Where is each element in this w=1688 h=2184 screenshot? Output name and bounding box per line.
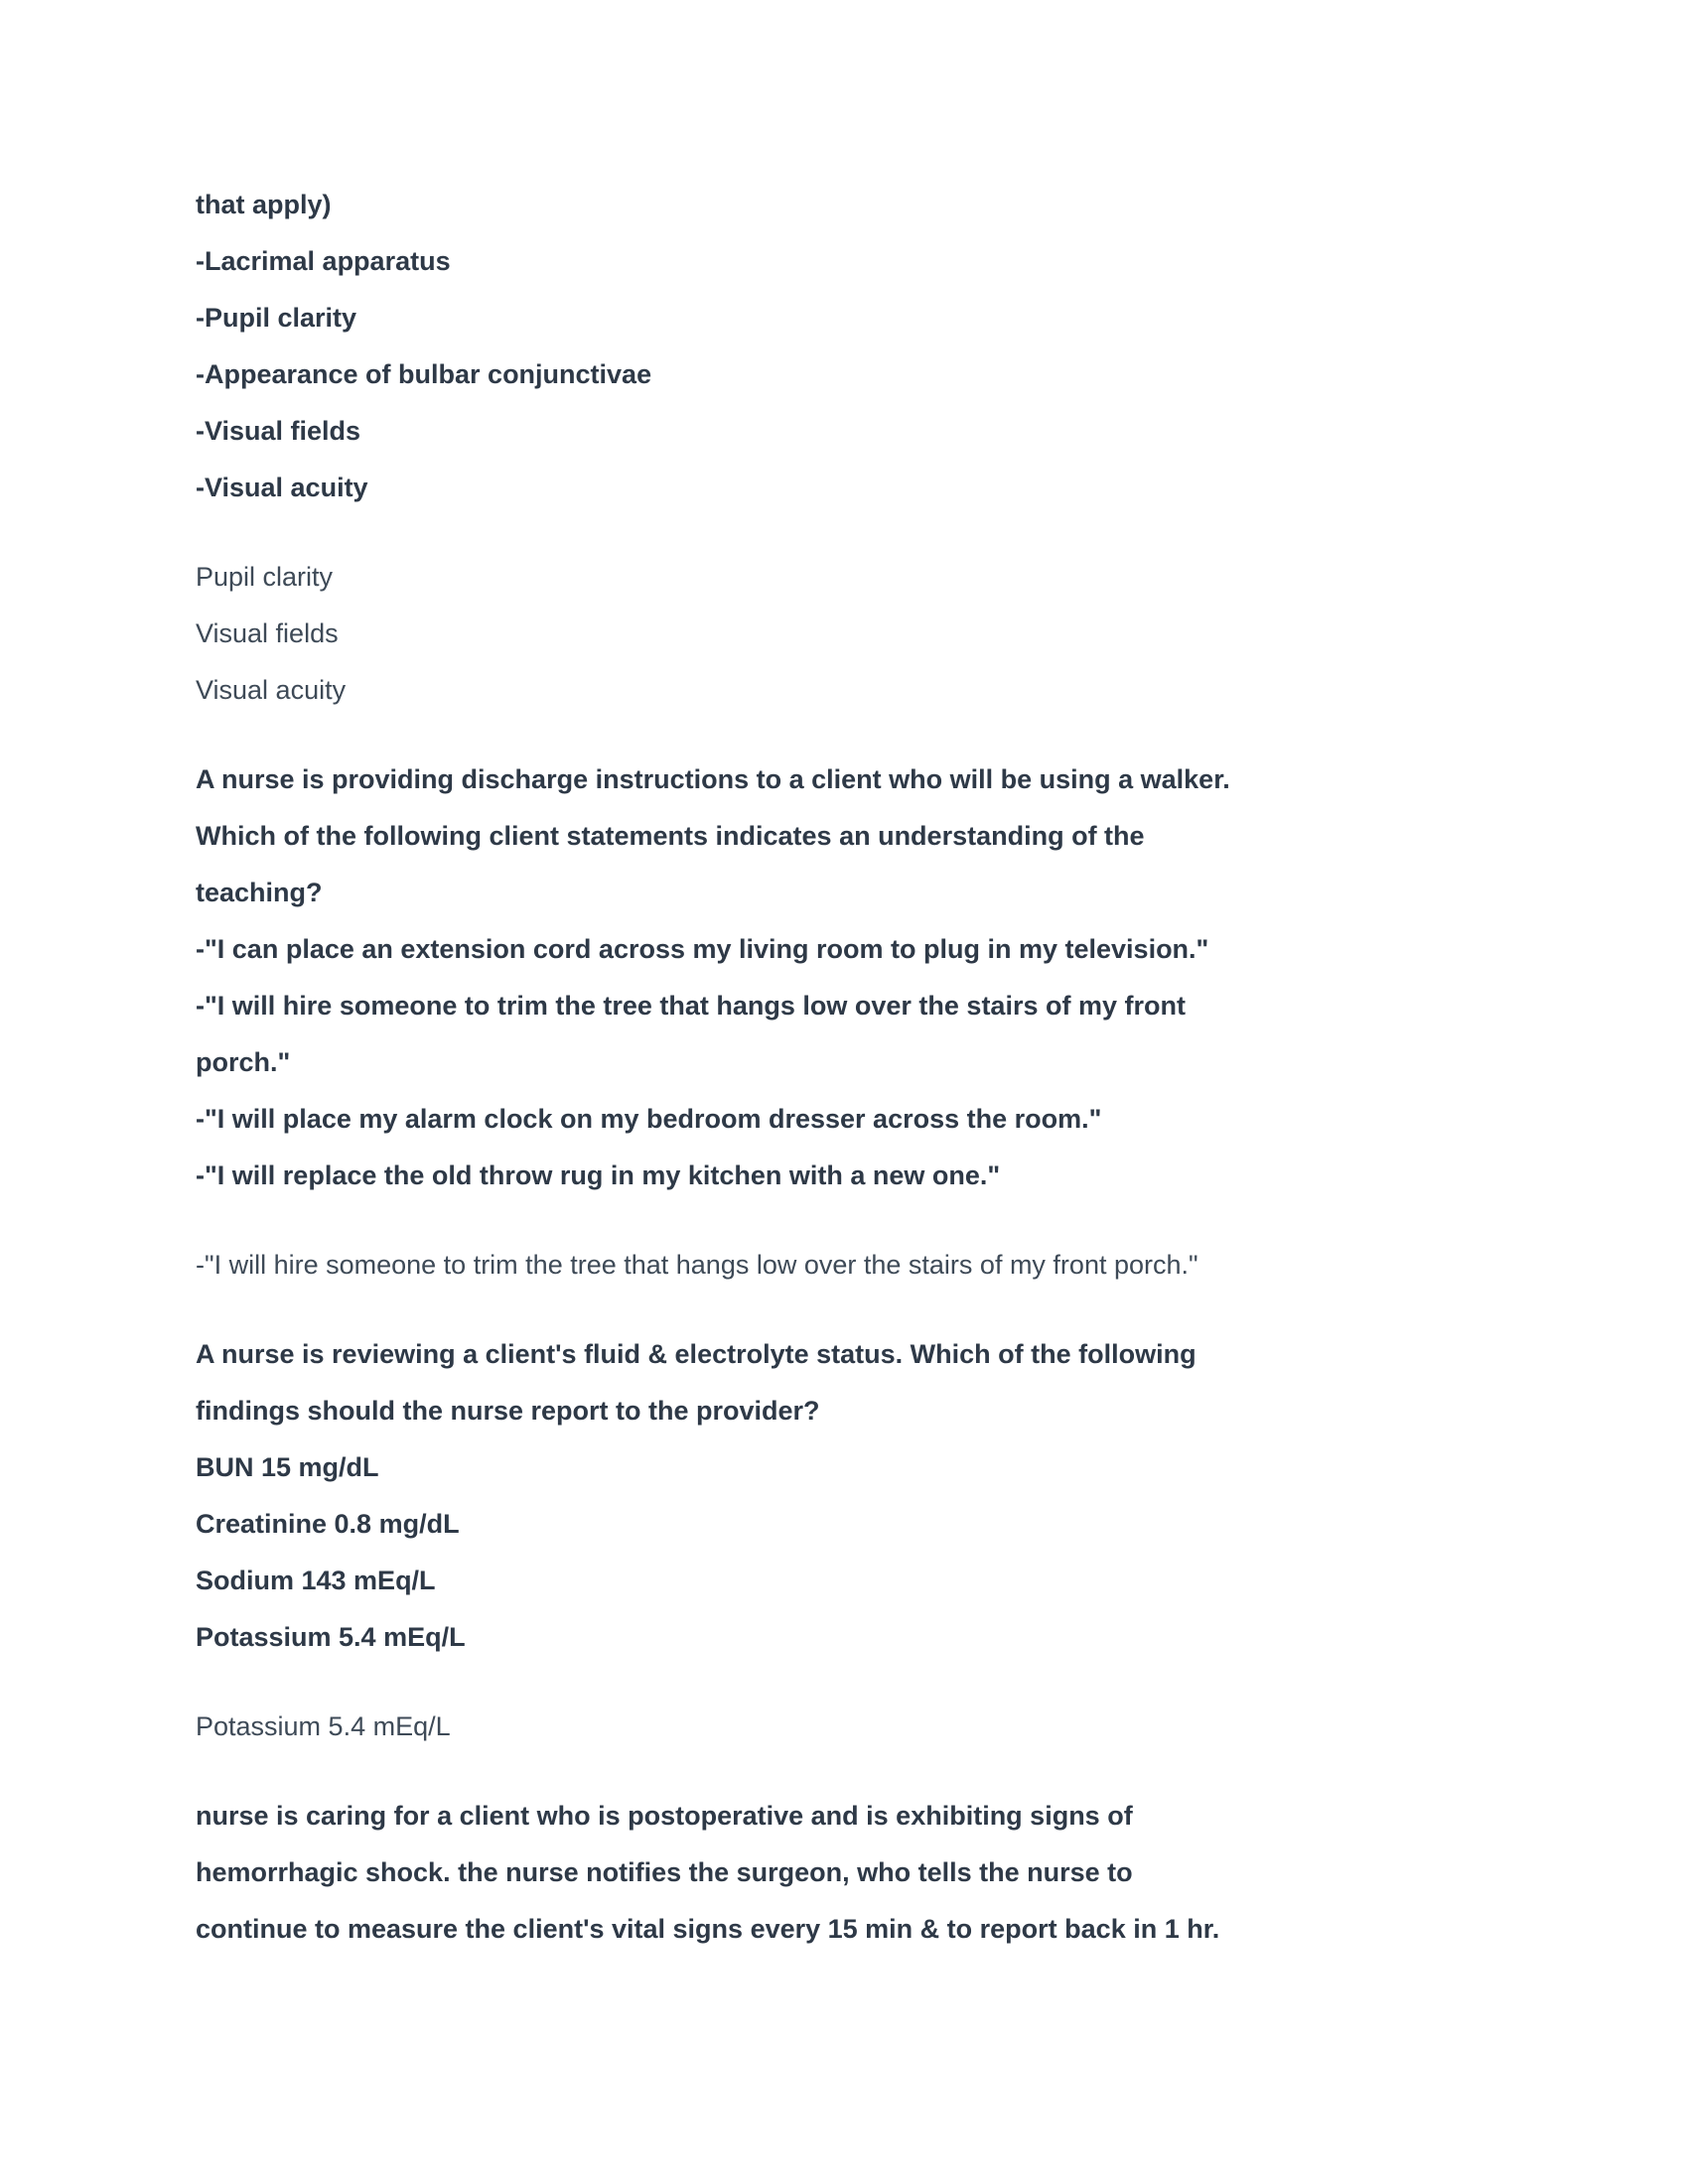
question-line: A nurse is reviewing a client's fluid & electrolyte status. Which of the following (196, 1339, 1196, 1369)
question-line: continue to measure the client's vital signs every 15 min & to report back in 1 hr. (196, 1914, 1220, 1944)
answer-block-eye-assessment (196, 549, 1539, 719)
answer-line: Visual fields (196, 618, 339, 648)
question-line: findings should the nurse report to the provider? (196, 1396, 820, 1426)
question-line: that apply) (196, 190, 332, 219)
question-option: Creatinine 0.8 mg/dL (196, 1509, 460, 1539)
question-line: nurse is caring for a client who is postoperative and is exhibiting signs of (196, 1801, 1133, 1831)
question-option: Potassium 5.4 mEq/L (196, 1622, 466, 1652)
question-option: -"I will hire someone to trim the tree that hangs low over the stairs of my front (196, 991, 1186, 1021)
question-option: -"I will place my alarm clock on my bedroom dresser across the room." (196, 1104, 1102, 1134)
question-option: porch." (196, 1047, 291, 1077)
answer-line: -"I will hire someone to trim the tree that hangs low over the stairs of my front porch." (196, 1250, 1198, 1280)
question-line: teaching? (196, 878, 323, 907)
answer-line: Visual acuity (196, 675, 347, 705)
answer-line: Pupil clarity (196, 562, 334, 592)
answer-block-fluid-electrolyte (196, 1699, 1539, 1755)
answer-block-walker-teaching (196, 1237, 1539, 1294)
question-option: -"I can place an extension cord across my living room to plug in my television." (196, 934, 1209, 964)
question-block-fluid-electrolyte (196, 1326, 1539, 1666)
question-option: -Visual fields (196, 416, 361, 446)
question-block-hemorrhagic-shock (196, 1788, 1539, 1958)
question-line: Which of the following client statements indicates an understanding of the (196, 821, 1145, 851)
question-line: hemorrhagic shock. the nurse notifies the surgeon, who tells the nurse to (196, 1857, 1133, 1887)
question-line: A nurse is providing discharge instructions to a client who will be using a walker. (196, 764, 1230, 794)
question-option: -"I will replace the old throw rug in my kitchen with a new one." (196, 1160, 1001, 1190)
question-block-eye-assessment-options (196, 177, 1539, 516)
question-block-walker-teaching (196, 751, 1539, 1204)
answer-line: Potassium 5.4 mEq/L (196, 1711, 451, 1741)
question-option: Sodium 143 mEq/L (196, 1566, 436, 1595)
question-option: -Pupil clarity (196, 303, 357, 333)
question-option: BUN 15 mg/dL (196, 1452, 379, 1482)
question-option: -Appearance of bulbar conjunctivae (196, 359, 652, 389)
question-option: -Visual acuity (196, 473, 368, 502)
question-option: -Lacrimal apparatus (196, 246, 451, 276)
